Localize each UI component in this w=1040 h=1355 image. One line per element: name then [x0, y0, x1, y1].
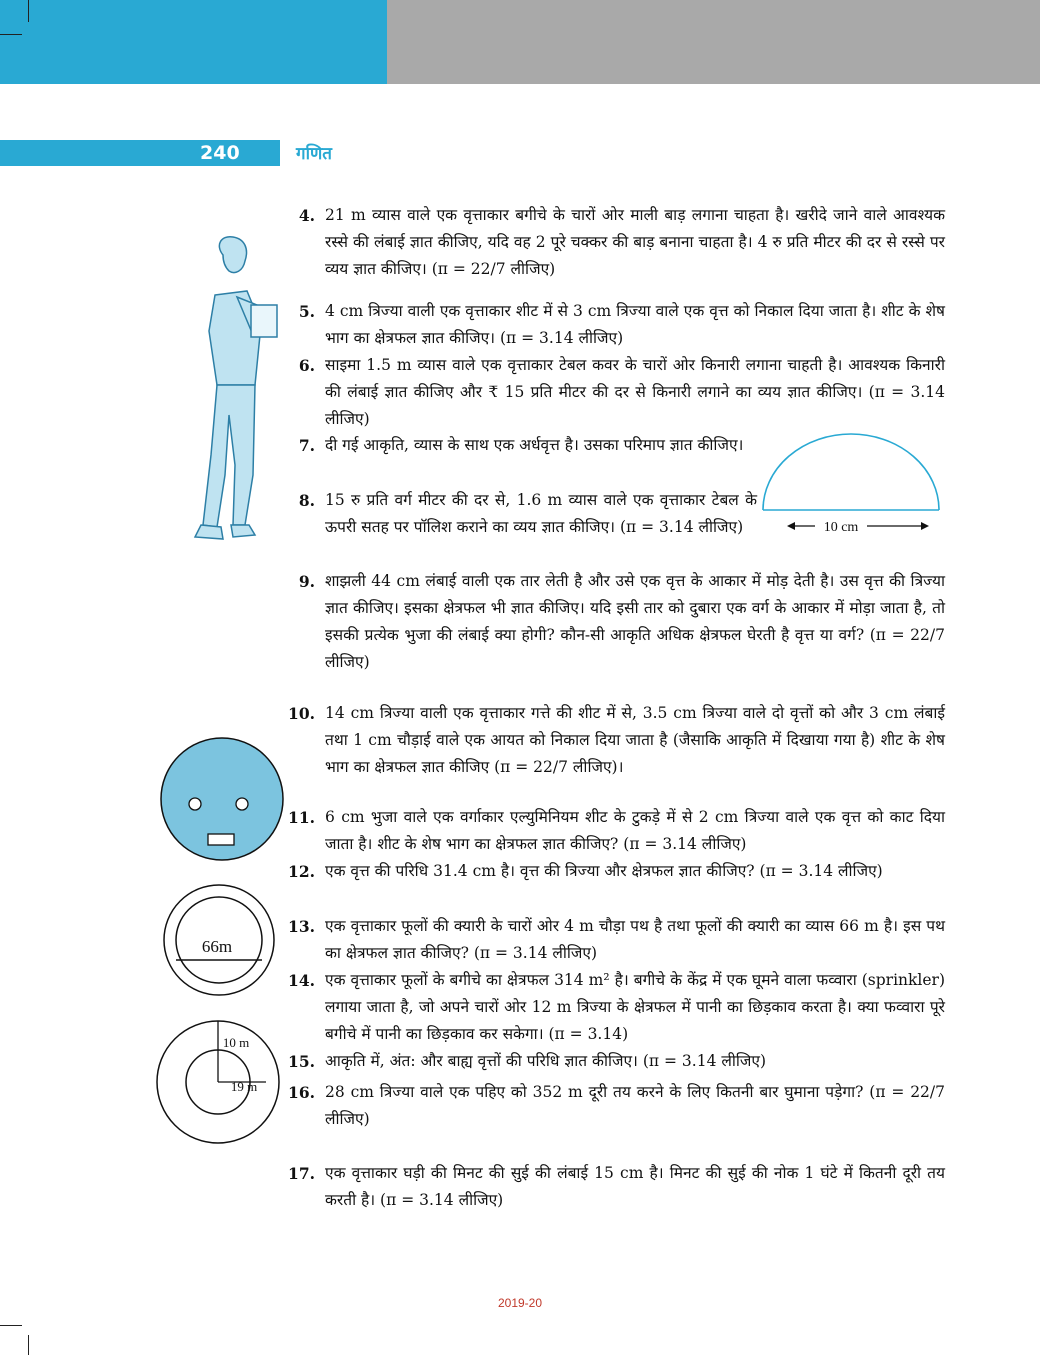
cutout-circle	[189, 798, 201, 810]
path-label: 66m	[201, 937, 233, 956]
question-text: एक वृत्ताकार घड़ी की मिनट की सुई की लंबाई 15 cm है। मिनट की सुई की नोक 1 घंटे में कितनी दूरी तय करती है। (π = 3.14 लीजिए)	[325, 1164, 945, 1209]
flower-bed-figure	[163, 880, 275, 1000]
question-number: 14.	[288, 971, 315, 990]
outer-radius-label: 19 m	[230, 1079, 258, 1094]
cardboard-sheet-figure	[160, 737, 285, 862]
question-16	[285, 1079, 945, 1133]
concentric-circles-figure	[156, 1020, 280, 1144]
crop-mark	[28, 1335, 29, 1355]
page-subject: गणित	[296, 144, 332, 164]
question-7	[285, 432, 945, 459]
footer-year: 2019-20	[497, 1296, 543, 1310]
question-15	[285, 1048, 945, 1075]
question-number: 11.	[288, 808, 315, 827]
question-number: 9.	[298, 572, 315, 591]
question-number: 4.	[298, 206, 315, 225]
question-number: 10.	[288, 704, 315, 723]
question-number: 15.	[288, 1052, 315, 1071]
question-text: साइमा 1.5 m व्यास वाले एक वृत्ताकार टेबल कवर के चारों ओर किनारी लगाना चाहती है। आवश्यक किनारी की लंबाई ज्ञात कीजिए और ₹ 15 प्रति मीटर की दर से किनारी लगाने का व्यय ज्ञात कीजिए। (π = 3.14 लीजिए)	[325, 356, 945, 428]
question-14	[285, 967, 945, 1048]
question-9	[285, 568, 945, 676]
semicircle-label: 10 cm	[823, 520, 859, 535]
question-6	[285, 352, 945, 433]
question-text: दी गई आकृति, व्यास के साथ एक अर्धवृत्त है। उसका परिमाप ज्ञात कीजिए।	[325, 436, 744, 454]
cutout-circle	[236, 798, 248, 810]
question-4	[285, 202, 945, 283]
question-12	[285, 858, 945, 885]
question-text: 15 रु प्रति वर्ग मीटर की दर से, 1.6 m व्यास वाले एक वृत्ताकार टेबल के ऊपरी सतह पर पॉलिश कराने का व्यय ज्ञात कीजिए। (π = 3.14 लीजिए)	[325, 491, 757, 536]
question-text: एक वृत्त की परिधि 31.4 cm है। वृत्त की त्रिज्या और क्षेत्रफल ज्ञात कीजिए? (π = 3.14 लीजिए)	[325, 862, 883, 880]
question-text: एक वृत्ताकार फूलों की क्यारी के चारों ओर 4 m चौड़ा पथ है तथा फूलों की क्यारी का व्यास 66 m है। इस पथ का क्षेत्रफल ज्ञात कीजिए? (π = 3.14 लीजिए)	[325, 917, 945, 962]
top-gray-band	[387, 0, 1040, 84]
cutout-rectangle	[208, 834, 234, 845]
question-text: 28 cm त्रिज्या वाले एक पहिए को 352 m दूरी तय करने के लिए कितनी बार घुमाना पड़ेगा? (π = 22/7 लीजिए)	[325, 1083, 945, 1128]
top-color-band	[0, 0, 387, 84]
question-number: 16.	[288, 1083, 315, 1102]
question-number: 8.	[298, 491, 315, 510]
crop-mark	[28, 0, 29, 22]
question-11	[285, 804, 945, 858]
question-text: शाझली 44 cm लंबाई वाली एक तार लेती है और उसे एक वृत्त के आकार में मोड़ देती है। उस वृत्त की त्रिज्या ज्ञात कीजिए। इसका क्षेत्रफल भी ज्ञात कीजिए। यदि इसी तार को दुबारा एक वर्ग के आकार में मोड़ा जाता है, तो इसकी प्रत्येक भुजा की लंबाई क्या होगी? कौन-सी आकृति अधिक क्षेत्रफल घेरती है वृत्त या वर्ग? (π = 22/7 लीजिए)	[325, 572, 945, 671]
page-number: 240	[200, 142, 240, 164]
question-number: 7.	[298, 436, 315, 455]
question-8	[285, 487, 945, 541]
question-13	[285, 913, 945, 967]
question-number: 13.	[288, 917, 315, 936]
question-text: 21 m व्यास वाले एक वृत्ताकार बगीचे के चारों ओर माली बाड़ लगाना चाहता है। खरीदे जाने वाले आवश्यक रस्से की लंबाई ज्ञात कीजिए, यदि वह 2 पूरे चक्कर की बाड़ बनाना चाहता है। 4 रु प्रति मीटर की दर से रस्से पर व्यय ज्ञात कीजिए। (π = 22/7 लीजिए)	[325, 206, 945, 278]
question-number: 5.	[298, 302, 315, 321]
question-text: आकृति में, अंत: और बाह्य वृत्तों की परिधि ज्ञात कीजिए। (π = 3.14 लीजिए)	[325, 1052, 767, 1070]
inner-radius-label: 10 m	[222, 1035, 250, 1050]
question-5	[285, 298, 945, 352]
question-number: 12.	[288, 862, 315, 881]
question-text: 4 cm त्रिज्या वाली एक वृत्ताकार शीट में से 3 cm त्रिज्या वाले एक वृत्त को निकाल दिया जाता है। शीट के शेष भाग का क्षेत्रफल ज्ञात कीजिए। (π = 3.14 लीजिए)	[325, 302, 945, 347]
question-number: 17.	[288, 1164, 315, 1183]
question-number: 6.	[298, 356, 315, 375]
question-10	[285, 700, 945, 781]
question-text: 6 cm भुजा वाले एक वर्गाकार एल्युमिनियम शीट के टुकड़े में से 2 cm त्रिज्या वाले एक वृत्त को काट दिया जाता है। शीट के शेष भाग का क्षेत्रफल ज्ञात कीजिए? (π = 3.14 लीजिए)	[325, 808, 945, 853]
boy-reading-illustration	[175, 235, 295, 555]
question-17	[285, 1160, 945, 1214]
crop-mark	[0, 1325, 22, 1326]
question-text: एक वृत्ताकार फूलों के बगीचे का क्षेत्रफल 314 m² है। बगीचे के केंद्र में एक घूमने वाला फव्वारा (sprinkler) लगाया जाता है, जो अपने चारों ओर 12 m त्रिज्या के क्षेत्रफल में पानी का छिड़काव करता है। क्या फव्वारा पूरे बगीचे में पानी का छिड़काव कर सकेगा। (π = 3.14)	[325, 971, 945, 1043]
question-text: 14 cm त्रिज्या वाली एक वृत्ताकार गत्ते की शीट में से, 3.5 cm त्रिज्या वाले दो वृत्तों को और 3 cm लंबाई तथा 1 cm चौड़ाई वाले एक आयत को निकाल दिया जाता है (जैसाकि आकृति में दिखाया गया है) शीट के शेष भाग का क्षेत्रफल ज्ञात कीजिए (π = 22/7 लीजिए)।	[325, 704, 945, 776]
crop-mark	[0, 34, 22, 35]
